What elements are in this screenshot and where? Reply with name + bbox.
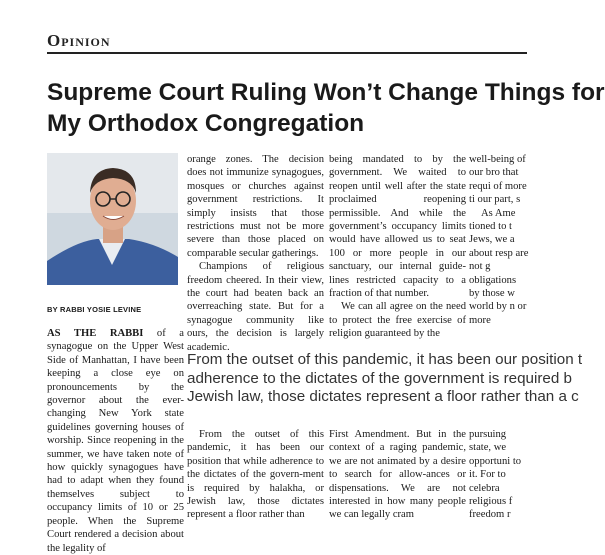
lead-paragraph <box>47 327 184 555</box>
column-3-continued <box>329 428 466 522</box>
author-portrait-image <box>47 153 178 285</box>
section-rule <box>47 52 527 54</box>
lead-text: of a synagogue on the Upper West Side of Manhattan, I have been keeping a close eye on pronouncements by the governor about the ever-changing New York state guidelines governing houses of worship. Since reopening in the summer, we have taken note of how quickly synagogues have had to adapt when they found themselves subject to occupancy limits of 10 or 25 people. When the Supreme Court rendered a decision about the legality of <box>47 328 184 554</box>
author-photo <box>47 153 178 285</box>
column-2-continued <box>187 428 324 522</box>
pull-quote-line-3: Jewish law, those dictates represent a floor rather than a c <box>187 388 579 405</box>
byline: BY RABBI YOSIE LEVINE <box>47 305 142 314</box>
headline-line-1: Supreme Court Ruling Won’t Change Things for <box>47 79 605 106</box>
lead-in: AS THE RABBI <box>47 328 144 339</box>
paragraph: Champions of religious freedom cheered. In their view, the court had beaten back an overreaching state. But for a synagogue community like ours, the decision is largely academic. <box>187 261 324 353</box>
pull-quote-line-2: adherence to the dictates of the government is required b <box>187 369 572 387</box>
paragraph: orange zones. The decision does not immunize synagogues, mosques or churches against government restrictions. It simply insists that those restrictions must not be more severe than those placed on comparable secular gatherings. <box>187 154 324 259</box>
pull-quote <box>187 351 583 407</box>
pull-quote-line-1: From the outset of this pandemic, it has been our position t <box>187 351 583 368</box>
paragraph: being mandated to by the government. We waited to reopen until well after the state proclaimed reopening permissible. And while the government’s occupancy limits would have allowed us to seat 100 or more people in our sanctuary, our internal guide-lines restricted capacity to a fraction of that number. <box>329 154 466 300</box>
column-4-continued <box>469 428 529 522</box>
headline <box>47 77 605 139</box>
column-4 <box>469 153 529 327</box>
headline-line-2: My Orthodox Congregation <box>47 110 365 137</box>
paragraph: From the outset of this pandemic, it has been our position that while adherence to the dictates of the govern-ment is required by halakha, or Jewish law, those dictates represent a floor rather than <box>187 429 324 521</box>
paragraph: First Amendment. But in the context of a raging pandemic, we are not animated by a desire to search for allow-ances or dispensations. We are not interested in how many people we can legally cram <box>329 429 466 521</box>
paragraph: We can all agree on the need to protect the free exercise of religion guaranteed by the <box>329 301 466 340</box>
column-1 <box>47 327 184 555</box>
column-3 <box>329 153 466 341</box>
paragraph: As Ame tioned to t Jews, we a about resp are not g obligations by those w world by n or more <box>469 207 529 326</box>
section-label: Opinion <box>47 31 111 50</box>
column-2 <box>187 153 324 354</box>
paragraph: well-being of our bro that requi of more ti our part, s <box>469 154 527 206</box>
paragraph: pursuing state, we opportuni to it. For to celebra religious f freedom r <box>469 429 522 521</box>
